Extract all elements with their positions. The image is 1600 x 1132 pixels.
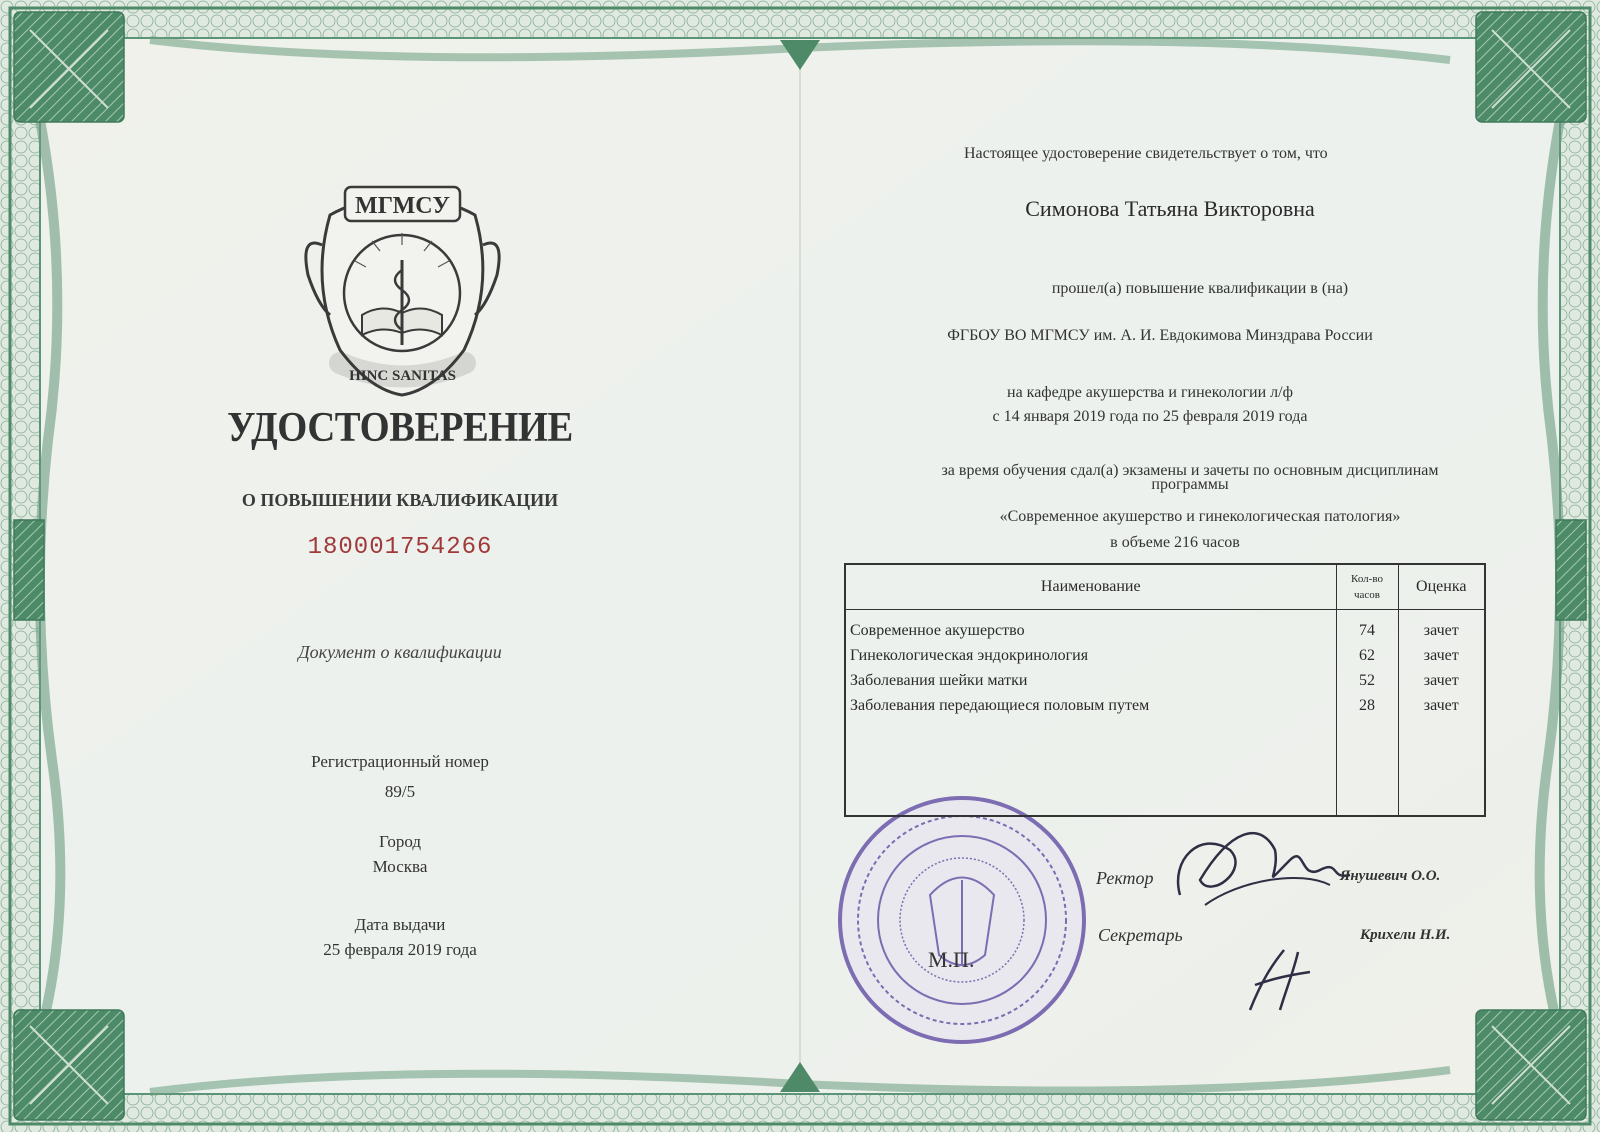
city-value: Москва bbox=[372, 857, 428, 876]
document-kind: Документ о квалификации bbox=[298, 642, 502, 662]
rector-name: Янушевич О.О. bbox=[1340, 868, 1441, 884]
city-label: Город bbox=[379, 832, 421, 851]
row-name: Современное акушерство bbox=[845, 610, 1336, 648]
row-grade: зачет bbox=[1398, 610, 1485, 648]
row-name: Заболевания шейки матки bbox=[845, 672, 1336, 697]
registration-value: 89/5 bbox=[384, 782, 416, 801]
serial-number: 180001754266 bbox=[307, 534, 493, 561]
row-name: Заболевания передающиеся половым путем bbox=[845, 697, 1336, 722]
row-grade: зачет bbox=[1398, 697, 1485, 722]
row-hours: 74 bbox=[1336, 610, 1398, 648]
row-grade: зачет bbox=[1398, 672, 1485, 697]
exams-text-line1: за время обучения сдал(а) экзамены и зачеты по основным дисциплинам bbox=[941, 462, 1439, 479]
row-name: Гинекологическая эндокринология bbox=[845, 647, 1336, 672]
department-name: на кафедре акушерства и гинекологии л/ф bbox=[1007, 384, 1293, 401]
header-hours-top: Кол-во bbox=[1351, 573, 1383, 585]
row-hours: 52 bbox=[1336, 672, 1398, 697]
emblem-icon bbox=[300, 175, 505, 400]
document-subtitle: О ПОВЫШЕНИИ КВАЛИФИКАЦИИ bbox=[241, 490, 559, 510]
stamp-mark: М.П. bbox=[928, 947, 975, 972]
program-volume: в объеме 216 часов bbox=[1110, 534, 1240, 551]
table-row bbox=[845, 697, 1485, 722]
table-filler-row bbox=[845, 722, 1485, 816]
row-hours: 62 bbox=[1336, 647, 1398, 672]
filler-cell bbox=[1398, 722, 1485, 816]
completed-text: прошел(а) повышение квалификации в (на) bbox=[1051, 280, 1349, 297]
filler-cell bbox=[845, 722, 1336, 816]
disciplines-table bbox=[844, 563, 1486, 817]
table-row bbox=[845, 647, 1485, 672]
table-row bbox=[845, 672, 1485, 697]
secretary-role: Секретарь bbox=[1098, 925, 1183, 945]
university-emblem bbox=[300, 175, 505, 400]
header-name: Наименование bbox=[845, 564, 1336, 610]
study-period: с 14 января 2019 года по 25 февраля 2019 года bbox=[992, 408, 1308, 425]
holder-full-name: Симонова Татьяна Викторовна bbox=[1025, 196, 1315, 221]
table-header-row bbox=[845, 564, 1485, 610]
header-hours-bottom: часов bbox=[1354, 589, 1380, 601]
emblem-motto: HINC SANITAS bbox=[349, 368, 456, 384]
row-hours: 28 bbox=[1336, 697, 1398, 722]
institution-name: ФГБОУ ВО МГМСУ им. А. И. Евдокимова Минздрава России bbox=[947, 327, 1373, 344]
filler-cell bbox=[1336, 722, 1398, 816]
intro-text: Настоящее удостоверение свидетельствует о том, что bbox=[964, 145, 1328, 162]
exams-text-line2: программы bbox=[1151, 476, 1229, 493]
registration-label: Регистрационный номер bbox=[311, 752, 489, 771]
emblem-top-text: МГМСУ bbox=[355, 193, 450, 219]
header-grade: Оценка bbox=[1398, 564, 1485, 610]
issue-date-value: 25 февраля 2019 года bbox=[323, 940, 477, 959]
rector-role: Ректор bbox=[1096, 868, 1154, 888]
issue-date-label: Дата выдачи bbox=[354, 915, 446, 934]
document-title: УДОСТОВЕРЕНИЕ bbox=[227, 405, 573, 451]
row-grade: зачет bbox=[1398, 647, 1485, 672]
secretary-name: Крихели Н.И. bbox=[1360, 927, 1451, 943]
table-row bbox=[845, 610, 1485, 648]
program-title: «Современное акушерство и гинекологическая патология» bbox=[999, 508, 1401, 525]
header-hours bbox=[1336, 564, 1398, 610]
official-seal bbox=[840, 798, 1084, 1042]
